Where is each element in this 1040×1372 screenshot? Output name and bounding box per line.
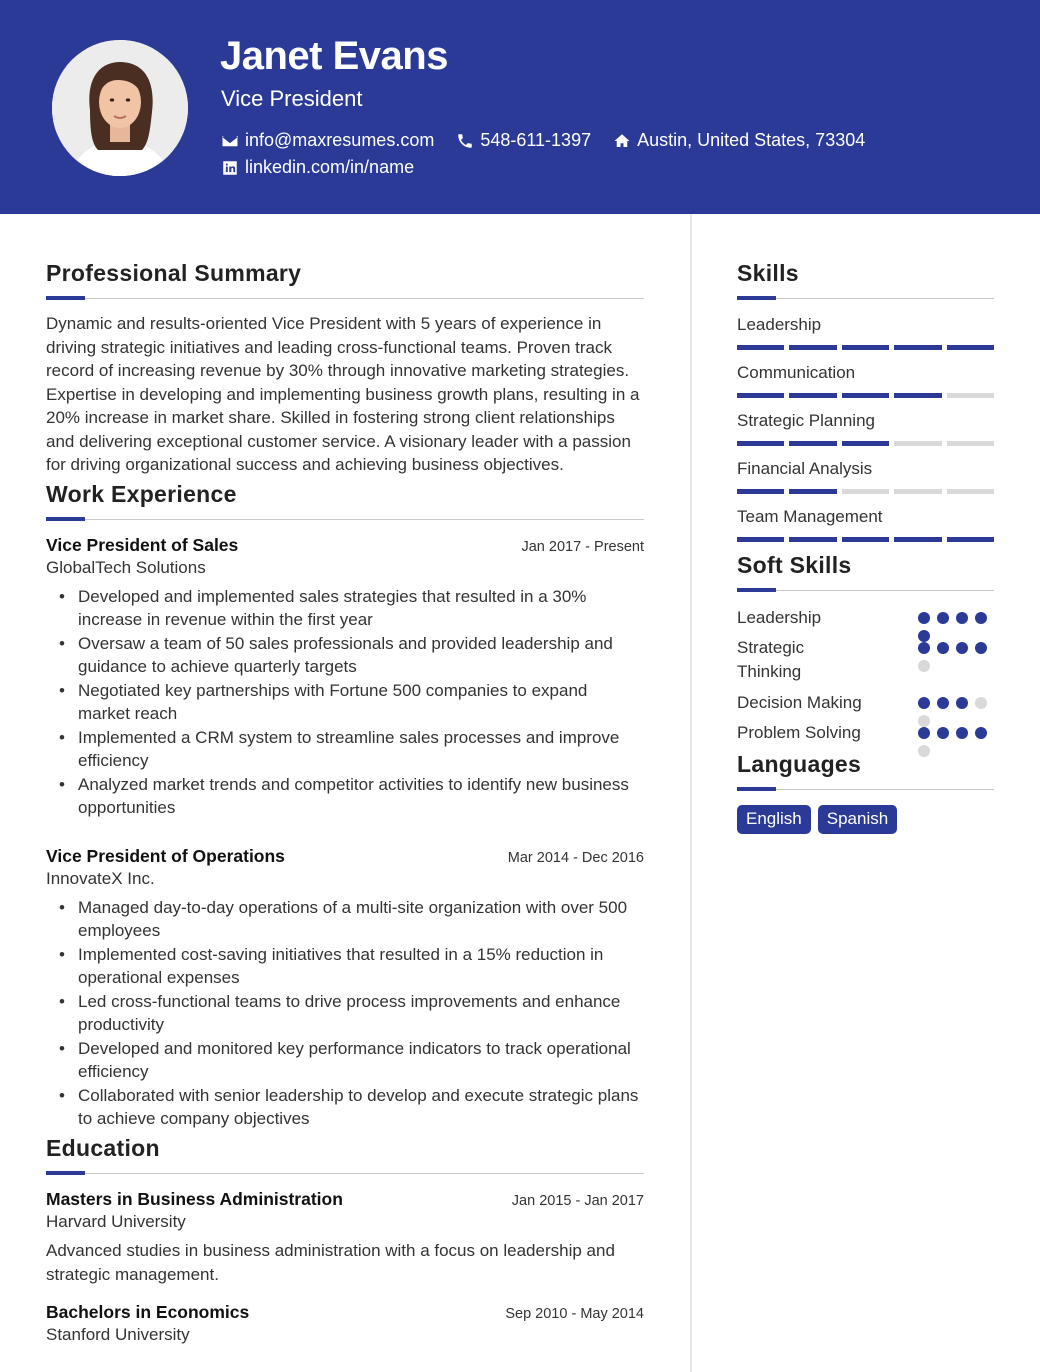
skill-level-segment xyxy=(737,489,784,494)
experience-section xyxy=(46,479,644,1131)
skill-name: Leadership xyxy=(737,315,822,334)
contact-phone[interactable] xyxy=(456,130,591,151)
job-bullet: • Developed and implemented sales strategies that resulted in a 30% increase in revenue within the first year xyxy=(58,585,644,632)
skill-item xyxy=(737,458,994,494)
rating-dot xyxy=(937,697,949,709)
job-company: InnovateX Inc. xyxy=(46,868,155,888)
languages-list xyxy=(737,805,994,834)
school-name: Stanford University xyxy=(46,1324,190,1344)
location-text: Austin, United States, 73304 xyxy=(637,130,866,150)
rating-dot xyxy=(956,697,968,709)
contact-location xyxy=(613,130,865,151)
skill-level-segment xyxy=(947,345,994,350)
job-date: Jan 2017 - Present xyxy=(521,538,644,555)
section-title: Work Experience xyxy=(46,480,237,507)
rating-dot xyxy=(975,697,987,709)
soft-skills-section xyxy=(737,550,994,751)
section-rule xyxy=(46,1171,644,1175)
contact-row xyxy=(221,130,887,151)
skill-level-segment xyxy=(894,441,941,446)
skill-item xyxy=(737,362,994,398)
section-title: Professional Summary xyxy=(46,260,302,286)
skill-level-segment xyxy=(789,537,836,542)
job-title: Vice President of Sales xyxy=(46,534,239,555)
skill-level-segment xyxy=(947,489,994,494)
job-bullets xyxy=(46,896,644,1131)
section-rule xyxy=(737,296,994,300)
rating-dot xyxy=(956,642,968,654)
language-badge: Spanish xyxy=(818,805,897,834)
skill-level-segment xyxy=(894,489,941,494)
profile-photo-image xyxy=(52,40,188,176)
education-date: Sep 2010 - May 2014 xyxy=(505,1305,644,1322)
skill-name: Communication xyxy=(737,363,856,382)
rating-dot xyxy=(918,660,930,672)
skill-level-segment xyxy=(737,537,784,542)
skill-level-segment xyxy=(737,393,784,398)
summary-section xyxy=(46,258,644,477)
rating-dot xyxy=(918,642,930,654)
skill-level-bar xyxy=(737,345,994,350)
rating-dot xyxy=(918,612,930,624)
soft-skill-item xyxy=(737,606,994,636)
education-entry xyxy=(46,1302,644,1345)
job-bullet: • Implemented a CRM system to streamline sales processes and improve efficiency xyxy=(58,726,644,773)
profile-photo xyxy=(52,40,188,176)
skill-level-segment xyxy=(842,393,889,398)
job-bullet: • Implemented cost-saving initiatives that resulted in a 15% reduction in operational expenses xyxy=(58,943,644,990)
skills-section xyxy=(737,258,994,542)
sidebar-column xyxy=(737,258,994,834)
section-title: Languages xyxy=(737,751,862,777)
skill-name: Team Management xyxy=(737,507,883,526)
education-section xyxy=(46,1133,644,1345)
soft-skill-item xyxy=(737,721,994,751)
section-rule xyxy=(46,296,644,300)
skill-item xyxy=(737,410,994,446)
job-date: Mar 2014 - Dec 2016 xyxy=(507,849,644,866)
job-bullets xyxy=(46,585,644,820)
skill-level-bar xyxy=(737,489,994,494)
skill-level-segment xyxy=(842,441,889,446)
job-bullet: • Managed day-to-day operations of a multi-site organization with over 500 employees xyxy=(58,896,644,943)
phone-icon xyxy=(456,132,474,150)
job-company: GlobalTech Solutions xyxy=(46,557,206,577)
skill-item xyxy=(737,506,994,542)
candidate-name: Janet Evans xyxy=(220,34,448,78)
main-column xyxy=(46,258,644,1345)
skills-list xyxy=(737,314,994,542)
skill-level-segment xyxy=(789,345,836,350)
column-divider xyxy=(690,214,692,1372)
skill-level-segment xyxy=(947,441,994,446)
education-entry xyxy=(46,1189,644,1288)
skill-level-segment xyxy=(842,345,889,350)
skill-level-segment xyxy=(894,345,941,350)
skill-level-segment xyxy=(789,441,836,446)
rating-dot xyxy=(975,642,987,654)
degree-title: Masters in Business Administration xyxy=(46,1188,343,1209)
rating-dot xyxy=(937,642,949,654)
rating-dot xyxy=(918,697,930,709)
job-bullet: • Oversaw a team of 50 sales professionals and provided leadership and guidance to achieve quarterly targets xyxy=(58,632,644,679)
language-badge: English xyxy=(737,805,811,834)
rating-dot xyxy=(937,612,949,624)
section-rule xyxy=(46,517,644,521)
linkedin-text: linkedin.com/in/name xyxy=(245,157,415,177)
linkedin-icon xyxy=(221,159,239,177)
education-description: Advanced studies in business administration with a focus on leadership and strategic management. xyxy=(46,1240,615,1284)
home-icon xyxy=(613,132,631,150)
rating-dot xyxy=(918,727,930,739)
job-entry xyxy=(46,846,644,1131)
section-title: Education xyxy=(46,1134,160,1161)
soft-skill-name: Leadership xyxy=(737,608,822,627)
soft-skill-rating xyxy=(918,636,994,672)
summary-text: Dynamic and results-oriented Vice President with 5 years of experience in driving strategic initiatives and leading cross-functional teams. Proven track record of increasing revenue by 30% through innovative marketing strategies. Expertise in developing and implementing business growth plans, resulting in a 20% increase in market share. Skilled in fostering strong client relationships and delivering exceptional customer service. A visionary leader with a passion for driving organizational success and achieving business objectives. xyxy=(46,314,640,474)
section-title: Soft Skills xyxy=(737,552,852,578)
skill-level-segment xyxy=(894,393,941,398)
job-title: Vice President of Operations xyxy=(46,845,285,866)
education-date: Jan 2015 - Jan 2017 xyxy=(511,1192,644,1209)
rating-dot xyxy=(975,727,987,739)
skill-name: Financial Analysis xyxy=(737,459,873,478)
rating-dot xyxy=(918,745,930,757)
school-name: Harvard University xyxy=(46,1211,186,1231)
soft-skills-list xyxy=(737,606,994,751)
languages-section xyxy=(737,749,994,834)
soft-skill-item xyxy=(737,691,994,721)
contact-row-linkedin xyxy=(221,157,436,178)
skill-name: Strategic Planning xyxy=(737,411,875,430)
skill-item xyxy=(737,314,994,350)
resume-header xyxy=(0,0,1040,214)
rating-dot xyxy=(975,612,987,624)
soft-skill-name: Problem Solving xyxy=(737,723,861,742)
soft-skill-rating xyxy=(918,721,994,757)
skill-level-segment xyxy=(789,489,836,494)
job-bullet: • Negotiated key partnerships with Fortune 500 companies to expand market reach xyxy=(58,679,644,726)
rating-dot xyxy=(956,612,968,624)
section-rule xyxy=(737,588,994,592)
soft-skill-name: Decision Making xyxy=(737,693,862,712)
skill-level-segment xyxy=(842,537,889,542)
skill-level-segment xyxy=(842,489,889,494)
degree-title: Bachelors in Economics xyxy=(46,1301,250,1322)
job-bullet: • Collaborated with senior leadership to develop and execute strategic plans to achieve company objectives xyxy=(58,1084,644,1131)
contact-email[interactable] xyxy=(221,130,434,151)
skill-level-bar xyxy=(737,441,994,446)
job-bullet: • Led cross-functional teams to drive process improvements and enhance productivity xyxy=(58,990,644,1037)
skill-level-bar xyxy=(737,393,994,398)
skill-level-segment xyxy=(894,537,941,542)
skill-level-segment xyxy=(737,441,784,446)
skill-level-bar xyxy=(737,537,994,542)
job-bullet: • Analyzed market trends and competitor activities to identify new business opportunities xyxy=(58,773,644,820)
soft-skill-item xyxy=(737,636,994,691)
skill-level-segment xyxy=(737,345,784,350)
rating-dot xyxy=(956,727,968,739)
soft-skill-name: Strategic Thinking xyxy=(737,638,805,681)
envelope-icon xyxy=(221,132,239,150)
phone-text: 548-611-1397 xyxy=(480,130,592,150)
skill-level-segment xyxy=(947,537,994,542)
job-bullet: • Developed and monitored key performance indicators to track operational efficiency xyxy=(58,1037,644,1084)
rating-dot xyxy=(937,727,949,739)
skill-level-segment xyxy=(789,393,836,398)
candidate-title: Vice President xyxy=(221,86,363,111)
section-rule xyxy=(737,787,994,791)
job-entry xyxy=(46,535,644,820)
contact-linkedin[interactable] xyxy=(221,157,414,178)
email-text: info@maxresumes.com xyxy=(245,130,435,150)
skill-level-segment xyxy=(947,393,994,398)
section-title: Skills xyxy=(737,260,799,286)
